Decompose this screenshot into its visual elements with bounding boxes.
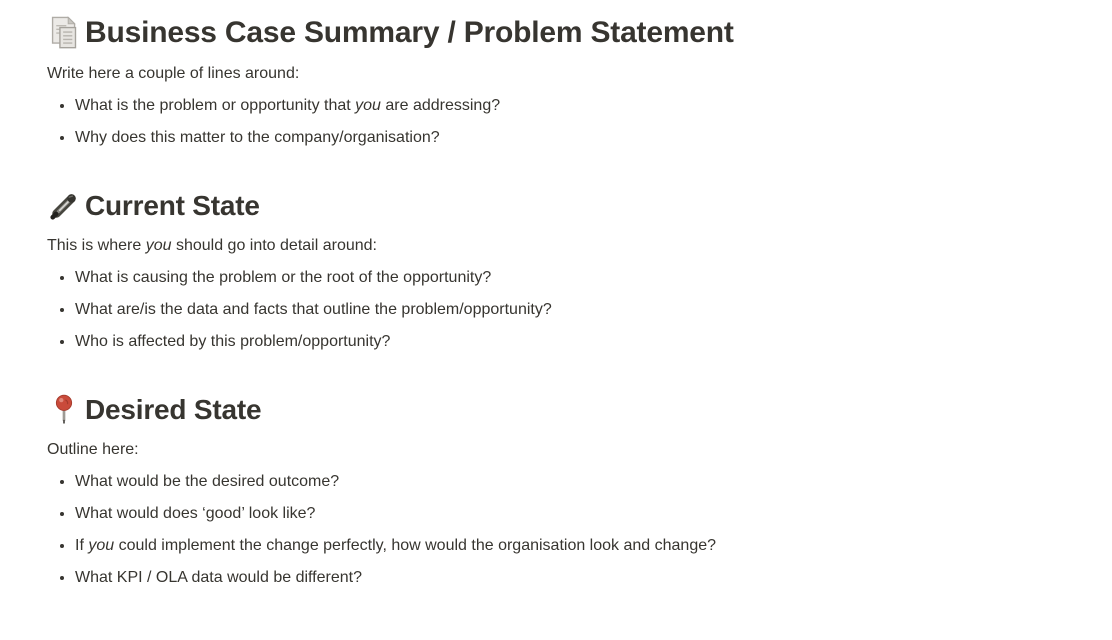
- bullet-run-italic: you: [355, 96, 381, 114]
- intro-run: Outline here:: [47, 440, 139, 458]
- list-item: [75, 330, 1065, 354]
- bullet-run: Why does this matter to the company/organisation?: [75, 128, 440, 146]
- bullet-list: [47, 94, 1065, 150]
- bullet-run-italic: you: [88, 536, 115, 554]
- section-business-case-summary: [47, 62, 1065, 150]
- bullet-run: What KPI / OLA data would be different?: [75, 568, 362, 586]
- page-title: [47, 14, 1065, 52]
- list-item: [75, 126, 1065, 150]
- bullet-run: What would be the desired outcome?: [75, 472, 340, 490]
- intro-text: [47, 62, 1065, 86]
- intro-run: This is where: [47, 236, 146, 254]
- heading-text: Desired State: [85, 394, 262, 426]
- bullet-list: [47, 266, 1065, 354]
- bullet-run: What is the problem or opportunity that: [75, 96, 356, 114]
- page-title-text: Business Case Summary / Problem Statement: [85, 16, 734, 49]
- list-item: [75, 470, 1065, 494]
- section-current-state: [47, 188, 1065, 354]
- heading-text: Current State: [85, 190, 260, 222]
- round-pushpin-icon: [47, 392, 81, 428]
- bullet-run: are addressing?: [380, 96, 501, 114]
- bullet-list: [47, 470, 1065, 590]
- bullet-run: What is causing the problem or the root of the opportunity?: [75, 268, 492, 286]
- list-item: [75, 566, 1065, 590]
- bullet-run: What would does ‘good’ look like?: [75, 504, 316, 522]
- bullet-run: could implement the change perfectly, how would the organisation look and change?: [114, 536, 717, 554]
- section-desired-state: [47, 392, 1065, 590]
- pen-icon: [47, 188, 81, 224]
- bullet-run: If: [75, 536, 89, 554]
- intro-run: Write here a couple of lines around:: [47, 64, 300, 82]
- document-icon: [47, 15, 81, 51]
- list-item: [75, 94, 1065, 118]
- heading-current-state: [47, 188, 1065, 224]
- intro-run: should go into detail around:: [171, 236, 377, 254]
- list-item: [75, 298, 1065, 322]
- bullet-run: Who is affected by this problem/opportunity?: [75, 332, 391, 350]
- intro-text: [47, 438, 1065, 462]
- list-item: [75, 266, 1065, 290]
- heading-desired-state: [47, 392, 1065, 428]
- intro-run-italic: you: [145, 236, 172, 254]
- list-item: [75, 502, 1065, 526]
- list-item: [75, 534, 1065, 558]
- intro-text: [47, 234, 1065, 258]
- bullet-run: What are/is the data and facts that outline the problem/opportunity?: [75, 300, 552, 318]
